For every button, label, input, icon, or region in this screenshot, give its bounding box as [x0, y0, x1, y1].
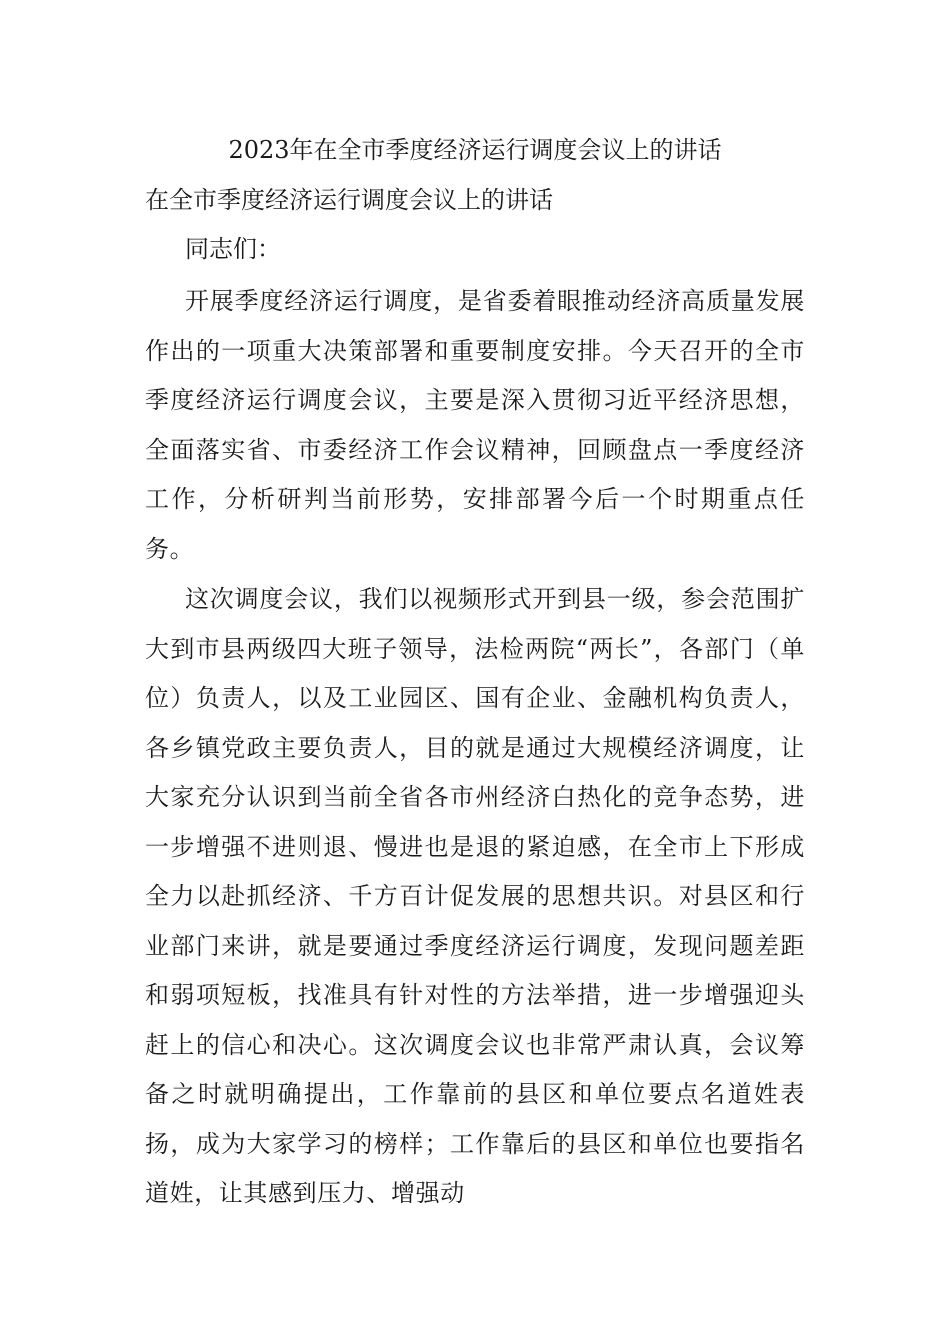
document-title: 2023年在全市季度经济运行调度会议上的讲话: [228, 136, 722, 164]
body-paragraph: 这次调度会议，我们以视频形式开到县一级，参会范围扩大到市县两级四大班子领导，法检两院“两长”，各部门（单位）负责人，以及工业园区、国有企业、金融机构负责人，各乡镇党政主要负责人，目的就是通过大规模经济调度，让大家充分认识到当前全省各市州经济白热化的竞争态势，进一步增强不进则退、慢进也是退的紧迫感，在全市上下形成全力以赴抓经济、千方百计促发展的思想共识。对县区和行业部门来讲，就是要通过季度经济运行调度，发现问题差距和弱项短板，找准具有针对性的方法举措，进一步增强迎头赶上的信心和决心。这次调度会议也非常严肃认真，会议筹备之时就明确提出，工作靠前的县区和单位要点名道姓表扬，成为大家学习的榜样；工作靠后的县区和单位也要指名道姓，让其感到压力、增强动: [145, 585, 805, 1207]
body-paragraph: 开展季度经济运行调度，是省委着眼推动经济高质量发展作出的一项重大决策部署和重要制度安排。今天召开的全市季度经济运行调度会议，主要是深入贯彻习近平经济思想，全面落实省、市委经济工作会议精神，回顾盘点一季度经济工作，分析研判当前形势，安排部署今后一个时期重点任务。: [145, 287, 805, 563]
document-subtitle: 在全市季度经济运行调度会议上的讲话: [145, 186, 553, 214]
salutation: 同志们：: [185, 235, 281, 263]
